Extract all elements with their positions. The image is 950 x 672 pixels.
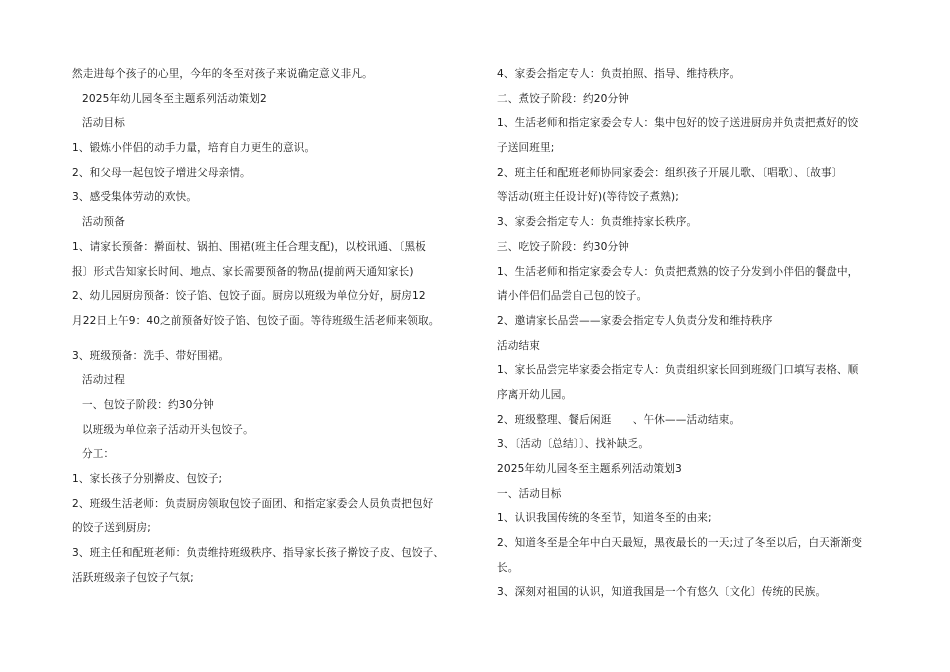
text-line: 请小伴侣们品尝自己包的饺子。 [497,290,648,303]
text-line: 三、吃饺子阶段：约30分钟 [497,240,629,253]
text-line: 1、生活老师和指定家委会专人：集中包好的饺子送进厨房并负责把煮好的饺 [497,117,859,130]
text-line: 月22日上午9：40之前预备好饺子馅、包饺子面。等待班级生活老师来领取。 [72,314,440,327]
text-line: 2、邀请家长品尝——家委会指定专人负责分发和维持秩序 [497,314,773,327]
text-line: 一、包饺子阶段：约30分钟 [82,398,214,411]
text-line: 活动目标 [82,117,125,130]
text-line: 1、家长品尝完毕家委会指定专人：负责组织家长回到班级门口填写表格、顺 [497,364,859,377]
text-line: 2、班级整理、餐后闲逛 、午休——活动结束。 [497,413,741,426]
text-line: 3、家委会指定专人：负责维持家长秩序。 [497,216,698,229]
text-line: 3、感受集体劳动的欢快。 [72,191,198,204]
text-line: 4、家委会指定专人：负责拍照、指导、维持秩序。 [497,68,741,80]
text-line: 1、认识我国传统的冬至节，知道冬至的由来; [497,512,712,525]
text-line: 的饺子送到厨房; [72,522,151,535]
text-line: 2、班级生活老师：负责厨房领取包饺子面团、和指定家委会人员负责把包好 [72,497,434,510]
left-column [72,62,464,590]
paragraph-gap [72,334,464,344]
text-line: 2、班主任和配班老师协同家委会：组织孩子开展儿歌、〔唱歌〕、〔故事〕 [497,166,843,179]
text-line: 2、幼儿园厨房预备：饺子馅、包饺子面。厨房以班级为单位分好，厨房12 [72,290,426,303]
text-line: 3、班级预备：洗手、带好围裙。 [72,349,230,362]
text-line: 子送回班里; [497,142,555,155]
text-line: 1、锻炼小伴侣的动手力量，培育自力更生的意识。 [72,142,316,155]
text-line: 然走进每个孩子的心里，今年的冬至对孩子来说确定意义非凡。 [72,68,373,80]
text-line: 活动预备 [82,216,125,229]
text-line: 长。 [497,561,519,574]
text-line: 1、家长孩子分别擀皮、包饺子; [72,473,223,485]
text-line: 活动结束 [497,339,540,352]
text-line: 分工： [82,448,115,461]
text-line: 活跃班级亲子包饺子气氛; [72,571,194,584]
text-line: 1、生活老师和指定家委会专人：负责把煮熟的饺子分发到小伴侣的餐盘中， [497,265,859,278]
text-line: 一、活动目标 [497,487,562,500]
text-line: 以班级为单位亲子活动开头包饺子。 [82,423,254,436]
text-line: 二、煮饺子阶段：约20分钟 [497,92,629,105]
text-line: 3、班主任和配班老师：负责维持班级秩序、指导家长孩子擀饺子皮、包饺子、 [72,547,445,560]
text-line: 2025年幼儿园冬至主题系列活动策划3 [497,463,682,475]
text-line: 3、深刻对祖国的认识，知道我国是一个有悠久〔文化〕传统的民族。 [497,586,827,599]
text-line: 2025年幼儿园冬至主题系列活动策划2 [82,92,267,105]
text-line: 序离开幼儿园。 [497,388,573,401]
text-line: 1、请家长预备：擀面杖、锅拍、围裙(班主任合理支配)，以校讯通、〔黑板 [72,240,426,253]
text-line: 2、和父母一起包饺子增进父母亲情。 [72,166,251,179]
text-line: 2、知道冬至是全年中白天最短，黑夜最长的一天;过了冬至以后，白天渐渐变 [497,537,863,550]
text-line: 3、〔活动〔总结〕〕、找补缺乏。 [497,438,650,451]
text-line: 报〕形式告知家长时间、地点、家长需要预备的物品(提前两天通知家长) [72,265,414,278]
text-line: 活动过程 [82,374,125,387]
text-line: 等活动(班主任设计好)(等待饺子煮熟); [497,191,680,204]
right-column [497,62,889,605]
